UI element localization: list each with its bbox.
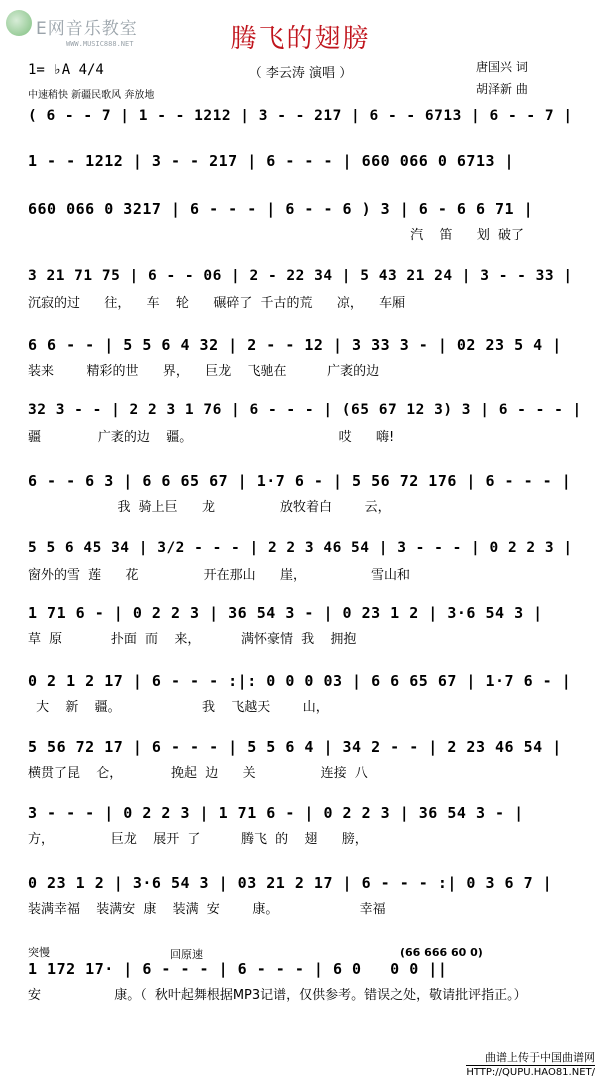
score-row — [28, 200, 584, 260]
composer: 胡泽新 曲 — [476, 82, 528, 96]
score-notes: 1 71 6 - | 0 2 2 3 | 36 54 3 - | 0 23 1 2 | 3·6 54 3 | — [28, 604, 543, 622]
score-lyrics: 装来 精彩的世 界， 巨龙 飞驰在 广袤的边 — [28, 364, 380, 379]
watermark-url: WWW.MUSIC888.NET — [66, 40, 134, 48]
score-row — [28, 804, 584, 864]
score-row — [28, 672, 584, 732]
tempo-marking: 中速稍快 新疆民歌风 奔放地 — [28, 90, 155, 101]
score-notes: 32 3 - - | 2 2 3 1 76 | 6 - - - | (65 67 12 3) 3 | 6 - - - | — [28, 402, 582, 418]
score-notes: 5 5 6 45 34 | 3/2 - - - | 2 2 3 46 54 | 3 - - - | 0 2 2 3 | — [28, 540, 573, 556]
ending-upper-voice: (66 666 60 0) — [400, 946, 483, 959]
score-notes: 6 - - 6 3 | 6 6 65 67 | 1·7 6 - | 5 56 72 176 | 6 - - - | — [28, 472, 572, 490]
score-lyrics: 安 康。（ 秋叶起舞根据MP3记谱，仅供参考。错误之处，敬请批评指正。） — [28, 988, 527, 1003]
score-notes: 1 172 17· | 6 - - - | 6 - - - | 6 0 0 0 || — [28, 960, 448, 978]
score-notes: 6 6 - - | 5 5 6 4 32 | 2 - - 12 | 3 33 3 - | 02 23 5 4 | — [28, 336, 562, 354]
score-notes: 0 23 1 2 | 3·6 54 3 | 03 21 2 17 | 6 - - - :| 0 3 6 7 | — [28, 874, 553, 892]
score-lyrics: 装满幸福 装满安 康 装满 安 康。 幸福 — [28, 902, 386, 917]
song-title: 腾飞的翅膀 — [230, 24, 371, 54]
score-row — [28, 604, 584, 664]
score-notes: 0 2 1 2 17 | 6 - - - :|: 0 0 0 03 | 6 6 65 67 | 1·7 6 - | — [28, 672, 572, 690]
score-lyrics: 疆 广袤的边 疆。 哎 嗨! — [28, 430, 395, 445]
score-lyrics: 方， 巨龙 展开 了 腾飞 的 翅 膀， — [28, 832, 368, 847]
watermark-site: E网音乐教室 — [36, 19, 138, 39]
score-row — [28, 268, 584, 328]
score-lyrics: 我 骑上巨 龙 放牧着白 云， — [28, 500, 391, 515]
score-row — [28, 336, 584, 396]
lyricist: 唐国兴 词 — [476, 60, 528, 74]
score-row — [28, 874, 584, 934]
score-notes: 3 21 71 75 | 6 - - 06 | 2 - 22 34 | 5 43 21 24 | 3 - - 33 | — [28, 268, 573, 284]
score-notes: ( 6 - - 7 | 1 - - 1212 | 3 - - 217 | 6 - - 6713 | 6 - - 7 | — [28, 108, 573, 124]
singer: （ 李云涛 演唱 ） — [248, 66, 353, 81]
score-notes: 660 066 0 3217 | 6 - - - | 6 - - 6 ) 3 | 6 - 6 6 71 | — [28, 200, 534, 218]
original-tempo-mark: 回原速 — [170, 948, 203, 961]
score-lyrics: 汽 笛 划 破了 — [28, 228, 525, 243]
score-lyrics: 草 原 扑面 而 来， 满怀豪情 我 拥抱 — [28, 632, 357, 647]
footer — [466, 1049, 595, 1078]
score-row — [28, 540, 584, 600]
footer-line1: 曲谱上传于中国曲谱网 — [485, 1051, 595, 1064]
score-notes: 5 56 72 17 | 6 - - - | 5 5 6 4 | 34 2 - - | 2 23 46 54 | — [28, 738, 562, 756]
score-row — [28, 960, 584, 1020]
score-row — [28, 472, 584, 532]
score-lyrics: 沉寂的过 往， 车 轮 碾碎了 千古的荒 凉， 车厢 — [28, 296, 406, 311]
score-lyrics: 横贯了昆 仑， 挽起 边 关 连接 八 — [28, 766, 368, 781]
score-notes: 3 - - - | 0 2 2 3 | 1 71 6 - | 0 2 2 3 | 36 54 3 - | — [28, 804, 524, 822]
score-lyrics: 大 新 疆。 我 飞越天 山， — [28, 700, 329, 715]
key-signature: 1= ♭A 4/4 — [28, 62, 104, 78]
score-lyrics: 窗外的雪 莲 花 开在那山 崖， 雪山和 — [28, 568, 411, 583]
score-row — [28, 738, 584, 798]
footer-line2: HTTP://QUPU.HAO81.NET/ — [466, 1067, 595, 1078]
score-row — [28, 402, 584, 462]
score-notes: 1 - - 1212 | 3 - - 217 | 6 - - - | 660 066 0 6713 | — [28, 152, 515, 170]
slow-down-mark: 突慢 — [28, 946, 50, 959]
